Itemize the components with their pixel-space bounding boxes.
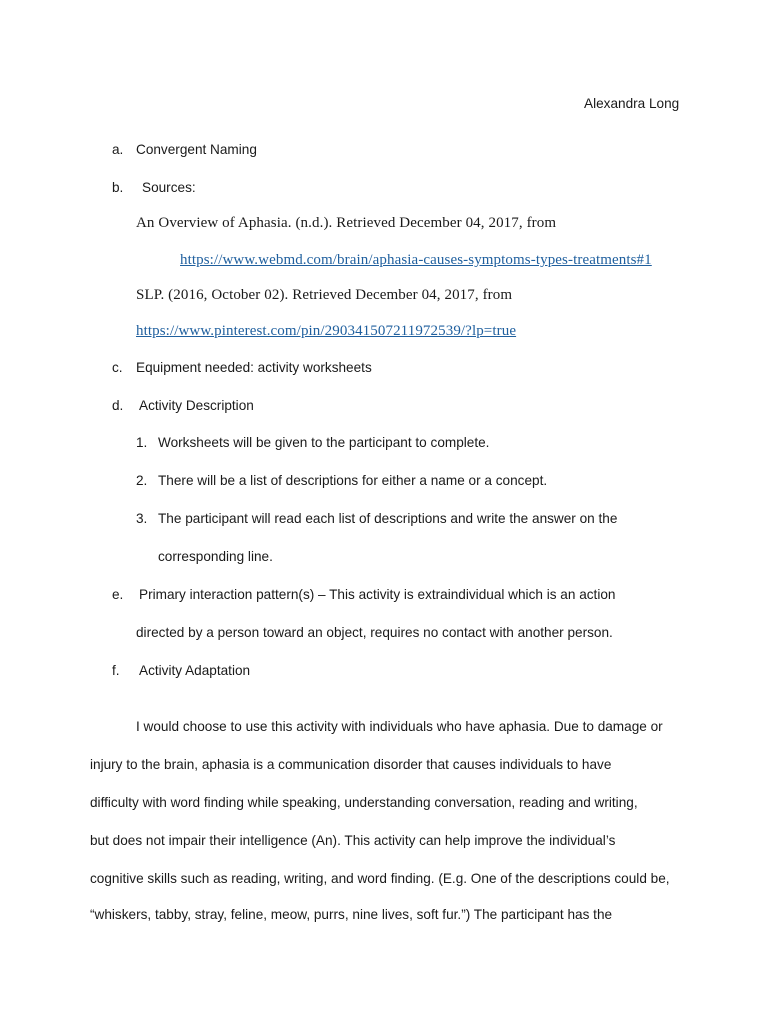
step-3-continuation: corresponding line. xyxy=(158,549,273,564)
step-1-marker: 1. xyxy=(136,435,148,450)
author-name: Alexandra Long xyxy=(584,96,680,111)
item-f-text: Activity Adaptation xyxy=(139,663,251,678)
item-b-text: Sources: xyxy=(142,180,196,195)
item-d-marker: d. xyxy=(112,398,124,413)
step-1-text: Worksheets will be given to the participant to complete. xyxy=(158,435,490,450)
paragraph-line-6: “whiskers, tabby, stray, feline, meow, purrs, nine lives, soft fur.”) The participant has the xyxy=(90,907,613,922)
item-a-text: Convergent Naming xyxy=(136,142,257,157)
item-c-marker: c. xyxy=(112,360,123,375)
item-e-marker: e. xyxy=(112,587,124,602)
item-f-marker: f. xyxy=(112,663,120,678)
source-2-link[interactable]: https://www.pinterest.com/pin/290341507211972539/?lp=true xyxy=(136,323,517,339)
item-e-line-2: directed by a person toward an object, requires no contact with another person. xyxy=(136,625,613,640)
step-2-marker: 2. xyxy=(136,473,148,488)
paragraph-line-4: but does not impair their intelligence (An). This activity can help improve the individual’s xyxy=(90,833,616,848)
item-c-text: Equipment needed: activity worksheets xyxy=(136,360,372,375)
item-b-marker: b. xyxy=(112,180,124,195)
item-d-text: Activity Description xyxy=(139,398,254,413)
step-2-text: There will be a list of descriptions for either a name or a concept. xyxy=(158,473,548,488)
step-3-marker: 3. xyxy=(136,511,148,526)
paragraph-line-1: I would choose to use this activity with individuals who have aphasia. Due to damage or xyxy=(136,719,663,734)
source-2-citation: SLP. (2016, October 02). Retrieved December 04, 2017, from xyxy=(136,287,513,303)
paragraph-line-3: difficulty with word finding while speaking, understanding conversation, reading and writing, xyxy=(90,795,638,810)
source-1-citation: An Overview of Aphasia. (n.d.). Retrieved December 04, 2017, from xyxy=(136,215,557,231)
paragraph-line-5: cognitive skills such as reading, writing, and word finding. (E.g. One of the descriptions could be, xyxy=(90,871,670,886)
source-1-link[interactable]: https://www.webmd.com/brain/aphasia-causes-symptoms-types-treatments#1 xyxy=(180,252,652,268)
item-a-marker: a. xyxy=(112,142,124,157)
step-3-text: The participant will read each list of descriptions and write the answer on the xyxy=(158,511,618,526)
paragraph-line-2: injury to the brain, aphasia is a communication disorder that causes individuals to have xyxy=(90,757,612,772)
item-e-line-1: Primary interaction pattern(s) – This activity is extraindividual which is an action xyxy=(139,587,616,602)
